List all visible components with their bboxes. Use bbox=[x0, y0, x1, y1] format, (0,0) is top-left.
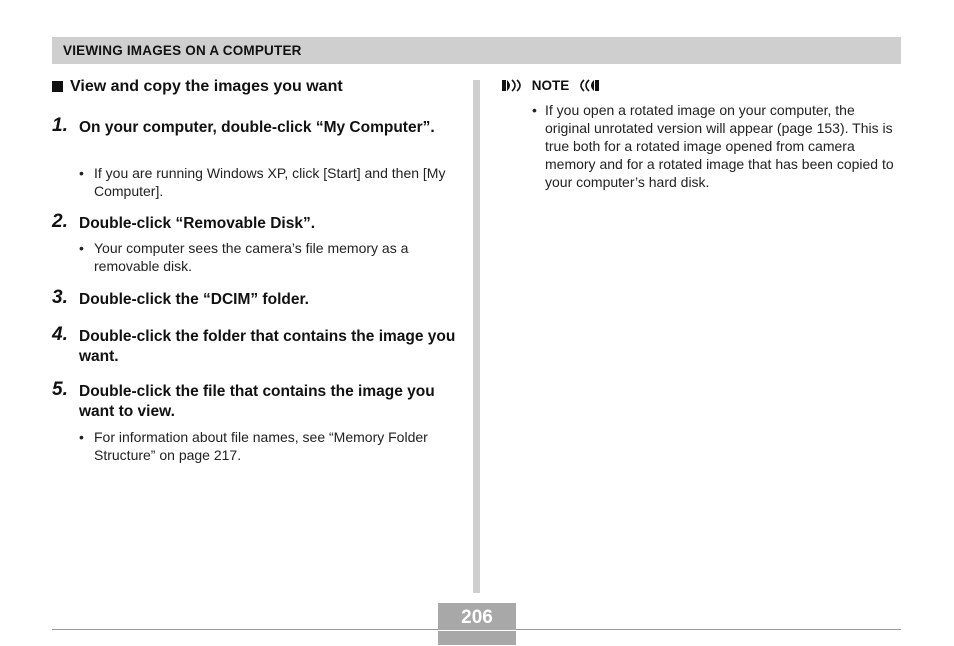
section-heading-text: View and copy the images you want bbox=[70, 78, 343, 95]
page-number-box bbox=[438, 603, 516, 645]
note-heading bbox=[502, 78, 599, 93]
bullet-text: For information about file names, see “Memory Folder Structure” on page 217. bbox=[94, 429, 428, 463]
step-text: On your computer, double-click “My Computer”. bbox=[79, 119, 435, 136]
step-text: Double-click “Removable Disk”. bbox=[79, 215, 316, 232]
bullet-dot-icon: • bbox=[532, 102, 537, 118]
note-label: NOTE bbox=[531, 78, 570, 93]
step-number: 5. bbox=[52, 379, 68, 400]
step-number: 4. bbox=[52, 324, 68, 345]
step-number: 3. bbox=[52, 287, 68, 308]
note-arrows-left-icon bbox=[577, 79, 599, 92]
column-divider bbox=[473, 80, 480, 593]
page-number: 206 bbox=[461, 607, 493, 628]
bullet-dot-icon: • bbox=[79, 429, 84, 445]
note-arrows-right-icon bbox=[502, 79, 524, 92]
bullet-text: Your computer sees the camera’s file memory as a removable disk. bbox=[94, 240, 409, 274]
section-heading bbox=[52, 78, 343, 96]
page-number-tab-lower bbox=[438, 631, 516, 645]
step-text: Double-click the folder that contains the image you want. bbox=[79, 328, 456, 365]
note-text: If you open a rotated image on your computer, the original unrotated version will appear (page 153). This is true both for a rotated image opened from camera memory and for a rotated image that has been copied to your computer’s hard disk. bbox=[545, 102, 894, 190]
bullet-dot-icon: • bbox=[79, 165, 84, 181]
header-bar bbox=[52, 37, 901, 64]
bullet-dot-icon: • bbox=[79, 240, 84, 256]
step-text: Double-click the file that contains the image you want to view. bbox=[79, 383, 435, 420]
step-text: Double-click the “DCIM” folder. bbox=[79, 291, 309, 308]
bullet-text: If you are running Windows XP, click [Start] and then [My Computer]. bbox=[94, 165, 446, 199]
step-number: 1. bbox=[52, 115, 68, 136]
page-section-title: VIEWING IMAGES ON A COMPUTER bbox=[63, 43, 302, 58]
square-bullet-icon bbox=[52, 81, 63, 92]
step-number: 2. bbox=[52, 211, 68, 232]
